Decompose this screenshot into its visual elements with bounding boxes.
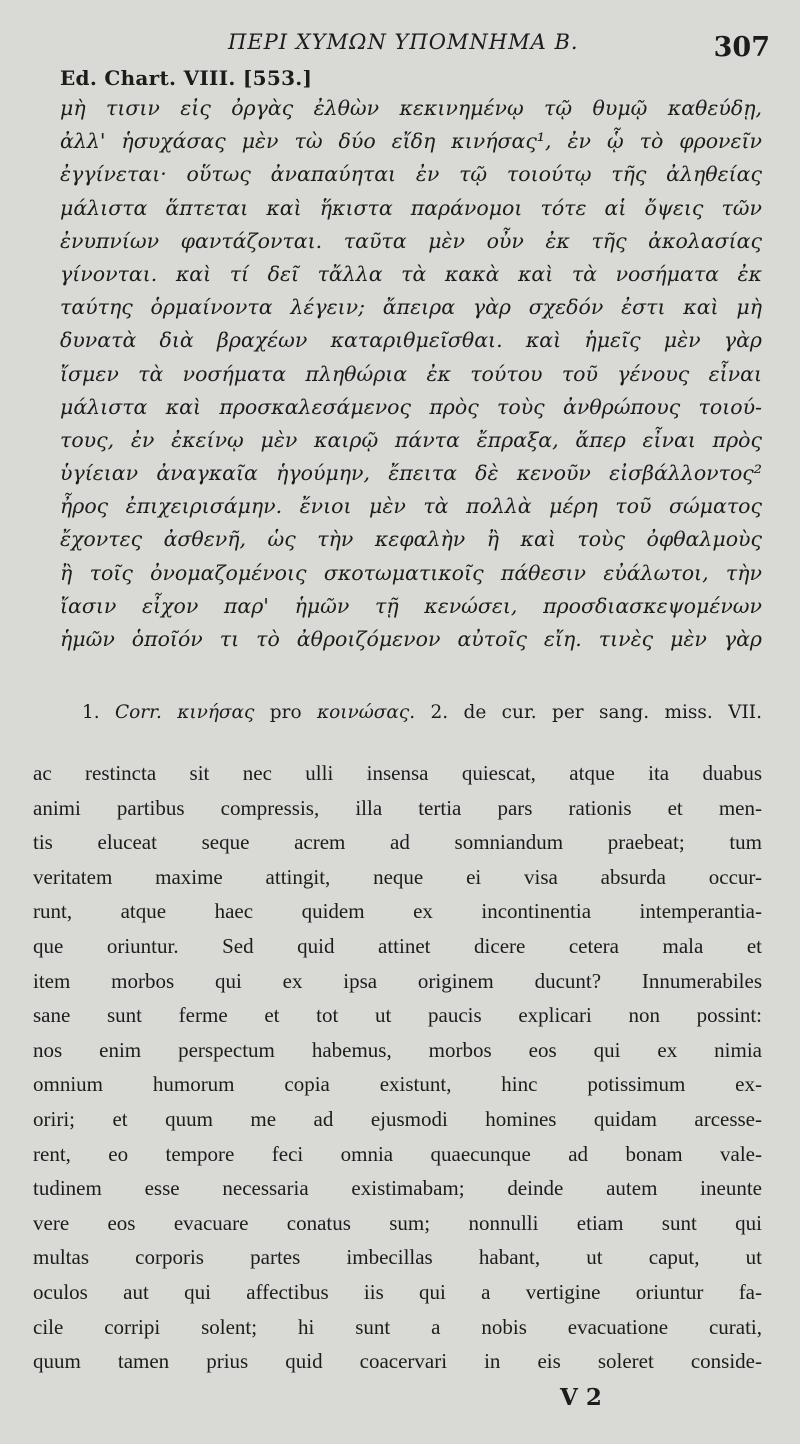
greek-line: μὴ τισιν εἰς ὀργὰς ἐλθὼν κεκινημένῳ τῷ θυμῷ καθεύδῃ, <box>60 96 762 120</box>
greek-line: γίνονται. καὶ τί δεῖ τἄλλα τὰ κακὰ καὶ τὰ νοσήματα ἐκ <box>60 261 762 286</box>
latin-line: ac restincta sit nec ulli insensa quiescat, atque ita duabus <box>33 761 762 785</box>
greek-line: ἔχοντες ἀσθενῆ, ὡς τὴν κεφαλὴν ἢ καὶ τοὺς ὀφθαλμοὺς <box>60 527 762 552</box>
latin-line: tis eluceat seque acrem ad somniandum praebeat; tum <box>33 830 762 855</box>
latin-line: multas corporis partes imbecillas habant, ut caput, ut <box>33 1245 762 1270</box>
latin-line: sane sunt ferme et tot ut paucis explicari non possint: <box>33 1003 762 1028</box>
greek-text-block <box>60 92 762 656</box>
latin-line: cile corripi solent; hi sunt a nobis evacuatione curati, <box>33 1314 762 1339</box>
latin-line: nos enim perspectum habemus, morbos eos qui ex nimia <box>33 1037 762 1062</box>
greek-line: μάλιστα καὶ προσκαλεσάμενος πρὸς τοὺς ἀνθρώπους τοιού- <box>60 394 762 419</box>
footnote-1-original: κοινώσας. <box>316 702 416 723</box>
edition-reference: Ed. Chart. VIII. [553.] <box>60 66 313 90</box>
latin-line: rent, eo tempore feci omnia quaecunque ad bonam vale- <box>33 1141 762 1166</box>
footnote-1-word: κινήσας <box>177 702 255 723</box>
greek-line: ὑγίειαν ἀναγκαῖα ἡγούμην, ἔπειτα δὲ κενοῦν εἰσβάλλοντος² <box>60 461 762 486</box>
greek-line: ἀλλ' ἡσυχάσας μὲν τὼ δύο εἴδη κινήσας¹, ἐν ᾧ τὸ φρονεῖν <box>60 129 762 154</box>
latin-line: quum tamen prius quid coacervari in eis soleret conside- <box>33 1349 762 1374</box>
latin-line: omnium humorum copia existunt, hinc potissimum ex- <box>33 1072 762 1097</box>
greek-line: ἢ τοῖς ὀνομαζομένοις σκοτωματικοῖς πάθεσιν εὐάλωτοι, τὴν <box>60 560 762 585</box>
footnote-1-corr: Corr. <box>115 702 162 723</box>
latin-line: oriri; et quum me ad ejusmodi homines quidam arcesse- <box>33 1106 762 1131</box>
footnote-1-pro: pro <box>269 702 302 723</box>
latin-line: vere eos evacuare conatus sum; nonnulli etiam sunt qui <box>33 1210 762 1235</box>
latin-line: veritatem maxime attingit, neque ei visa absurda occur- <box>33 864 762 889</box>
latin-line: item morbos qui ex ipsa originem ducunt? Innumerabiles <box>33 968 762 993</box>
footnote-1-number: 1. <box>82 702 100 723</box>
greek-line: ἴασιν εἶχον παρ' ἡμῶν τῇ κενώσει, προσδιασκεψομένων <box>60 593 762 618</box>
running-title: ΠΕΡΙ ΧΥΜΩΝ ΥΠΟΜΝΗΜΑ Β. <box>228 30 579 54</box>
latin-text-block <box>33 756 762 1379</box>
latin-line: oculos aut qui affectibus iis qui a vertigine oriuntur fa- <box>33 1279 762 1304</box>
latin-line: runt, atque haec quidem ex incontinentia intemperantia- <box>33 899 762 924</box>
greek-line: ἐγγίνεται· οὕτως ἀναπαύηται ἐν τῷ τοιούτῳ τῆς ἀληθείας <box>60 162 762 187</box>
greek-line: ἡμῶν ὁποῖόν τι τὸ ἀθροιζόμενον αὐτοῖς εἴη. τινὲς μὲν γὰρ <box>60 627 762 651</box>
greek-line: ἐνυπνίων φαντάζονται. ταῦτα μὲν οὖν ἐκ τῆς ἀκολασίας <box>60 228 762 253</box>
greek-line: ἦρος ἐπιχειρισάμην. ἔνιοι μὲν τὰ πολλὰ μέρη τοῦ σώματος <box>60 494 762 519</box>
signature-mark: V 2 <box>560 1384 602 1411</box>
footnotes <box>82 702 762 723</box>
latin-line: que oriuntur. Sed quid attinet dicere cetera mala et <box>33 933 762 958</box>
greek-line: ἴσμεν τὰ νοσήματα πληθώρια ἐκ τούτου τοῦ γένους εἶναι <box>60 361 762 386</box>
latin-line: tudinem esse necessaria existimabam; deinde autem ineunte <box>33 1176 762 1201</box>
page-number: 307 <box>713 32 770 63</box>
footnote-2: 2. de cur. per sang. miss. VII. <box>430 702 762 723</box>
latin-line: animi partibus compressis, illa tertia pars rationis et men- <box>33 795 762 820</box>
greek-line: τους, ἐν ἐκείνῳ μὲν καιρῷ πάντα ἔπραξα, ἅπερ εἶναι πρὸς <box>60 427 762 452</box>
greek-line: μάλιστα ἅπτεται καὶ ἥκιστα παράνομοι τότε αἱ ὄψεις τῶν <box>60 195 762 220</box>
greek-line: δυνατὰ διὰ βραχέων καταριθμεῖσθαι. καὶ ἡμεῖς μὲν γὰρ <box>60 328 762 353</box>
greek-line: ταύτης ὁρμαίνοντα λέγειν; ἄπειρα γὰρ σχεδόν ἐστι καὶ μὴ <box>60 295 762 320</box>
